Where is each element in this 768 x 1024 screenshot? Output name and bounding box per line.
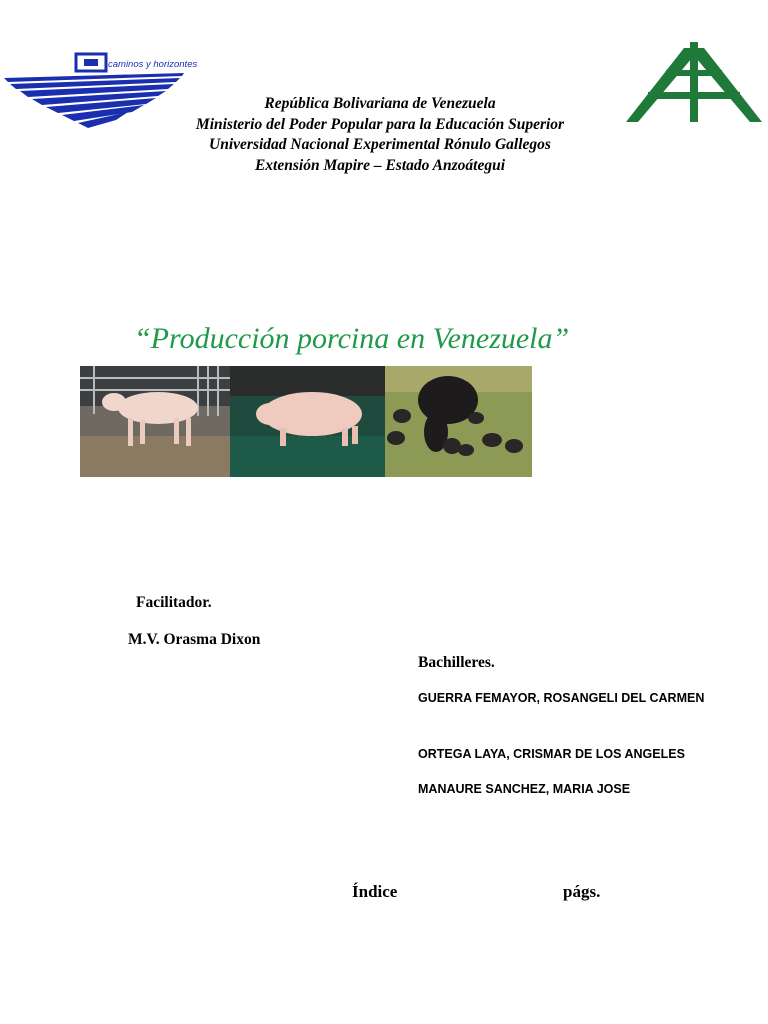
header-line-country: República Bolivariana de Venezuela (264, 95, 496, 112)
white-pig-on-green-floor-photo (230, 366, 385, 477)
logo-text: caminos y horizontes (108, 59, 198, 70)
header-line-extension: Extensión Mapire – Estado Anzoátegui (254, 156, 506, 174)
pig-photo-strip (80, 366, 532, 477)
document-title: “Producción porcina en Venezuela” (134, 322, 570, 355)
institution-header (150, 94, 610, 176)
header-line-ministry: Ministerio del Poder Popular para la Educación Superior (195, 115, 565, 133)
facilitator-label: Facilitador. (136, 594, 212, 611)
index-heading: Índice (352, 882, 398, 901)
white-pig-in-pen-photo (80, 366, 230, 477)
header-line-university: Universidad Nacional Experimental Rónulo Gallegos (209, 136, 551, 153)
student-name: GUERRA FEMAYOR, ROSANGELI DEL CARMEN (418, 691, 705, 705)
students-label: Bachilleres. (418, 654, 495, 671)
pages-heading: págs. (563, 882, 601, 901)
black-sow-with-piglets-photo (385, 366, 532, 477)
university-a-logo (626, 42, 762, 124)
student-name: MANAURE SANCHEZ, MARIA JOSE (418, 782, 631, 796)
facilitator-name: M.V. Orasma Dixon (128, 631, 261, 648)
student-name: ORTEGA LAYA, CRISMAR DE LOS ANGELES (418, 747, 685, 761)
